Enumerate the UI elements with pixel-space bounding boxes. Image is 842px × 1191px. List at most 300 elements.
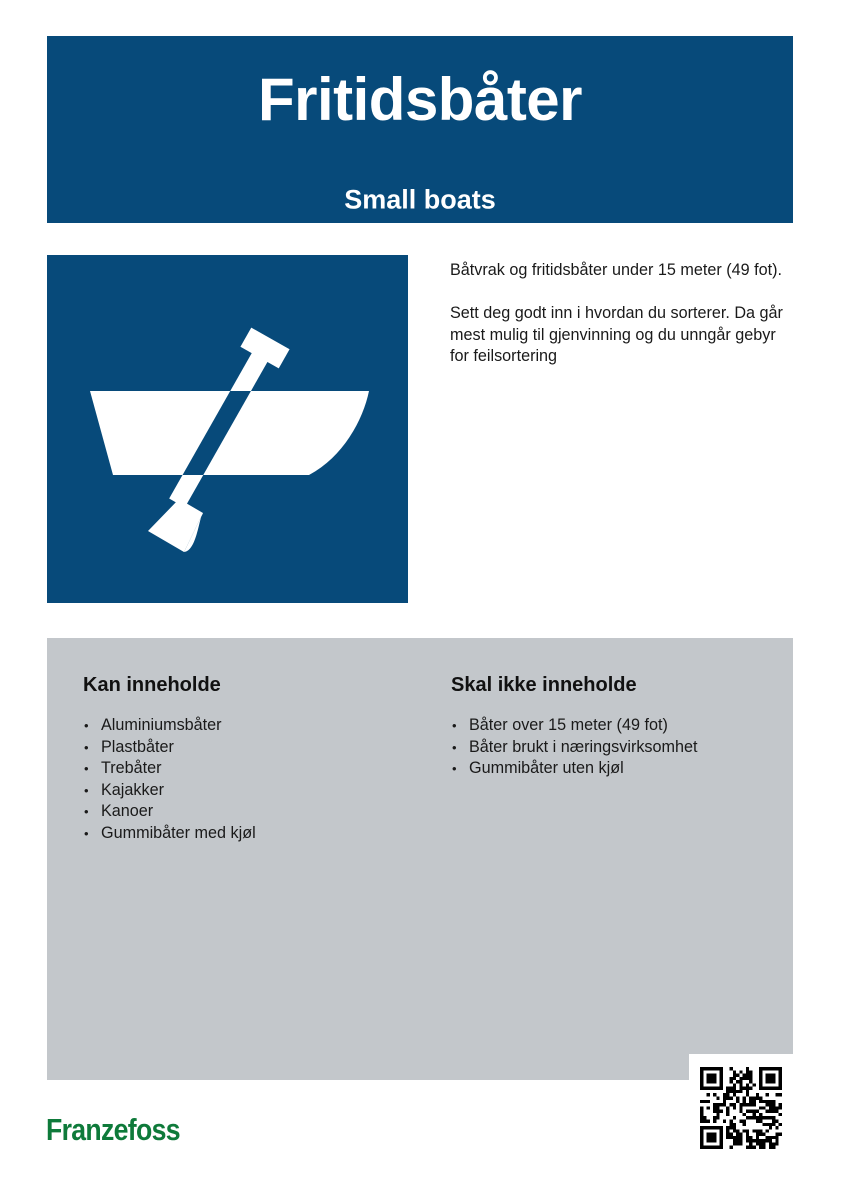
qr-module xyxy=(700,1080,703,1083)
page-subtitle: Small boats xyxy=(344,184,496,215)
qr-module xyxy=(720,1074,723,1077)
qr-module xyxy=(779,1123,782,1126)
qr-module xyxy=(749,1100,752,1103)
qr-module xyxy=(759,1116,762,1119)
qr-module xyxy=(730,1126,733,1129)
qr-module xyxy=(720,1070,723,1073)
qr-module xyxy=(707,1074,710,1077)
qr-module xyxy=(775,1087,778,1090)
qr-module xyxy=(710,1077,713,1080)
qr-module xyxy=(733,1126,736,1129)
qr-module xyxy=(736,1129,739,1132)
qr-module xyxy=(730,1097,733,1100)
qr-module xyxy=(707,1146,710,1149)
qr-module xyxy=(772,1103,775,1106)
qr-module xyxy=(759,1113,762,1116)
qr-module xyxy=(766,1136,769,1139)
qr-module xyxy=(769,1142,772,1145)
qr-module xyxy=(762,1106,765,1109)
qr-module xyxy=(779,1077,782,1080)
qr-module xyxy=(766,1074,769,1077)
qr-module xyxy=(713,1139,716,1142)
qr-module xyxy=(762,1067,765,1070)
qr-module xyxy=(772,1146,775,1149)
qr-module xyxy=(756,1093,759,1096)
qr-module xyxy=(769,1103,772,1106)
qr-module xyxy=(700,1146,703,1149)
qr-module xyxy=(716,1116,719,1119)
qr-module xyxy=(707,1139,710,1142)
list-item: • Kajakker xyxy=(83,780,413,802)
qr-module xyxy=(716,1103,719,1106)
qr-module xyxy=(730,1119,733,1122)
qr-module xyxy=(736,1133,739,1136)
qr-module xyxy=(733,1090,736,1093)
qr-module xyxy=(707,1106,710,1109)
qr-module xyxy=(772,1116,775,1119)
qr-module xyxy=(759,1067,762,1070)
list-item: • Plastbåter xyxy=(83,737,413,759)
qr-module xyxy=(700,1087,703,1090)
qr-module xyxy=(749,1087,752,1090)
qr-module xyxy=(736,1074,739,1077)
qr-module xyxy=(759,1133,762,1136)
qr-module xyxy=(726,1129,729,1132)
qr-module xyxy=(700,1070,703,1073)
qr-module xyxy=(723,1119,726,1122)
qr-module xyxy=(759,1142,762,1145)
qr-module xyxy=(710,1067,713,1070)
qr-module xyxy=(700,1116,703,1119)
qr-module xyxy=(710,1133,713,1136)
qr-module xyxy=(756,1097,759,1100)
qr-module xyxy=(769,1123,772,1126)
qr-module xyxy=(746,1077,749,1080)
qr-module xyxy=(743,1087,746,1090)
qr-module xyxy=(772,1077,775,1080)
qr-module xyxy=(713,1133,716,1136)
qr-module xyxy=(710,1146,713,1149)
qr-module xyxy=(762,1133,765,1136)
qr-module xyxy=(756,1116,759,1119)
qr-module xyxy=(752,1146,755,1149)
qr-module xyxy=(769,1087,772,1090)
qr-module xyxy=(779,1087,782,1090)
qr-module xyxy=(710,1136,713,1139)
qr-module xyxy=(762,1123,765,1126)
qr-module xyxy=(766,1100,769,1103)
qr-module xyxy=(772,1074,775,1077)
qr-module xyxy=(766,1129,769,1132)
qr-module xyxy=(726,1133,729,1136)
qr-module xyxy=(703,1067,706,1070)
qr-module xyxy=(726,1113,729,1116)
franzefoss-logo: Franzefoss xyxy=(46,1112,180,1147)
qr-module xyxy=(775,1093,778,1096)
qr-module xyxy=(749,1074,752,1077)
qr-module xyxy=(766,1067,769,1070)
qr-module xyxy=(743,1097,746,1100)
qr-module xyxy=(746,1136,749,1139)
qr-module xyxy=(752,1103,755,1106)
qr-module xyxy=(733,1074,736,1077)
qr-module xyxy=(756,1119,759,1122)
qr-module xyxy=(746,1129,749,1132)
qr-module xyxy=(736,1142,739,1145)
qr-module xyxy=(779,1093,782,1096)
qr-module xyxy=(710,1080,713,1083)
qr-module xyxy=(707,1067,710,1070)
qr-module xyxy=(746,1116,749,1119)
qr-module xyxy=(752,1139,755,1142)
qr-module xyxy=(769,1080,772,1083)
qr-module xyxy=(772,1142,775,1145)
qr-module xyxy=(736,1100,739,1103)
qr-module xyxy=(716,1110,719,1113)
qr-module xyxy=(766,1139,769,1142)
qr-module xyxy=(707,1077,710,1080)
qr-module xyxy=(762,1142,765,1145)
qr-module xyxy=(752,1097,755,1100)
bullet: • xyxy=(84,739,89,755)
qr-module xyxy=(710,1139,713,1142)
qr-module xyxy=(733,1077,736,1080)
qr-module xyxy=(775,1126,778,1129)
qr-module xyxy=(707,1126,710,1129)
qr-module xyxy=(779,1067,782,1070)
bullet: • xyxy=(452,718,457,733)
qr-module xyxy=(769,1146,772,1149)
qr-module xyxy=(772,1110,775,1113)
qr-module xyxy=(739,1119,742,1122)
qr-module xyxy=(743,1103,746,1106)
qr-module xyxy=(775,1119,778,1122)
qr-module xyxy=(749,1146,752,1149)
qr-module xyxy=(779,1113,782,1116)
qr-module xyxy=(700,1077,703,1080)
qr-module xyxy=(762,1146,765,1149)
qr-module xyxy=(700,1100,703,1103)
qr-module xyxy=(746,1087,749,1090)
qr-module xyxy=(716,1067,719,1070)
qr-module xyxy=(730,1123,733,1126)
qr-module xyxy=(756,1110,759,1113)
qr-module xyxy=(749,1080,752,1083)
qr-module xyxy=(739,1080,742,1083)
qr-module xyxy=(726,1087,729,1090)
qr-module xyxy=(766,1110,769,1113)
qr-module xyxy=(730,1146,733,1149)
qr-module xyxy=(733,1136,736,1139)
qr-module xyxy=(775,1136,778,1139)
qr-module xyxy=(779,1106,782,1109)
qr-module xyxy=(726,1097,729,1100)
qr-module xyxy=(756,1142,759,1145)
qr-module xyxy=(762,1116,765,1119)
qr-module xyxy=(779,1070,782,1073)
qr-module xyxy=(707,1080,710,1083)
qr-module xyxy=(733,1083,736,1086)
qr-module xyxy=(716,1146,719,1149)
qr-module xyxy=(713,1126,716,1129)
bullet: • xyxy=(84,761,89,777)
list-item: • Gummibåter uten kjøl xyxy=(451,758,781,780)
qr-module xyxy=(713,1087,716,1090)
qr-module xyxy=(772,1136,775,1139)
bullet: • xyxy=(84,804,89,820)
qr-module xyxy=(759,1077,762,1080)
qr-module xyxy=(746,1093,749,1096)
qr-module xyxy=(736,1090,739,1093)
bullet: • xyxy=(452,739,457,755)
qr-module xyxy=(746,1070,749,1073)
bullet: • xyxy=(84,718,89,733)
qr-module xyxy=(739,1083,742,1086)
qr-module xyxy=(752,1083,755,1086)
qr-module xyxy=(743,1119,746,1122)
description-paragraph: Sett deg godt inn i hvordan du sorterer. Da går mest mulig til gjenvinning og du unngår gebyr for feilsortering xyxy=(450,304,783,365)
qr-module xyxy=(759,1070,762,1073)
list-item: • Båter brukt i næringsvirksomhet xyxy=(451,737,781,759)
list-item: • Aluminiumsbåter xyxy=(83,715,413,737)
qr-module xyxy=(746,1110,749,1113)
qr-module xyxy=(769,1139,772,1142)
qr-module xyxy=(736,1136,739,1139)
qr-module xyxy=(730,1067,733,1070)
qr-module xyxy=(733,1116,736,1119)
qr-module xyxy=(730,1103,733,1106)
qr-module xyxy=(707,1133,710,1136)
qr-module xyxy=(759,1129,762,1132)
qr-module xyxy=(749,1142,752,1145)
qr-module xyxy=(759,1083,762,1086)
qr-module xyxy=(772,1080,775,1083)
qr-module xyxy=(743,1074,746,1077)
qr-code-icon xyxy=(700,1067,782,1149)
qr-module xyxy=(703,1087,706,1090)
qr-module xyxy=(746,1074,749,1077)
cannot-contain-heading: Skal ikke inneholde xyxy=(451,674,637,696)
qr-module xyxy=(779,1083,782,1086)
qr-module xyxy=(733,1103,736,1106)
qr-module xyxy=(739,1106,742,1109)
qr-module xyxy=(766,1103,769,1106)
qr-module xyxy=(756,1136,759,1139)
qr-module xyxy=(739,1087,742,1090)
qr-module xyxy=(733,1106,736,1109)
qr-module xyxy=(730,1080,733,1083)
qr-module xyxy=(766,1093,769,1096)
list-item: • Båter over 15 meter (49 fot) xyxy=(451,715,781,737)
qr-module xyxy=(739,1142,742,1145)
qr-module xyxy=(762,1087,765,1090)
qr-module xyxy=(733,1087,736,1090)
qr-module xyxy=(703,1116,706,1119)
qr-module xyxy=(739,1077,742,1080)
qr-module xyxy=(746,1103,749,1106)
qr-module xyxy=(743,1077,746,1080)
pictogram-box xyxy=(47,255,408,603)
qr-module xyxy=(720,1129,723,1132)
bullet: • xyxy=(452,761,457,777)
qr-module xyxy=(730,1077,733,1080)
qr-module xyxy=(769,1126,772,1129)
qr-module xyxy=(749,1097,752,1100)
qr-module xyxy=(749,1110,752,1113)
qr-module xyxy=(769,1074,772,1077)
page-title: Fritidsbåter xyxy=(257,66,583,133)
qr-module xyxy=(716,1087,719,1090)
qr-module xyxy=(726,1136,729,1139)
qr-module xyxy=(700,1083,703,1086)
qr-module xyxy=(723,1103,726,1106)
qr-code[interactable] xyxy=(689,1054,793,1158)
qr-module xyxy=(766,1116,769,1119)
qr-module xyxy=(743,1113,746,1116)
qr-module xyxy=(720,1133,723,1136)
cannot-contain-column xyxy=(451,672,781,780)
qr-module xyxy=(752,1116,755,1119)
qr-module xyxy=(749,1139,752,1142)
qr-module xyxy=(769,1067,772,1070)
qr-module xyxy=(710,1126,713,1129)
qr-module xyxy=(759,1080,762,1083)
qr-module xyxy=(756,1139,759,1142)
qr-module xyxy=(707,1119,710,1122)
qr-module xyxy=(749,1077,752,1080)
qr-module xyxy=(703,1146,706,1149)
qr-module xyxy=(703,1119,706,1122)
qr-module xyxy=(759,1106,762,1109)
description xyxy=(450,260,795,389)
can-contain-heading: Kan inneholde xyxy=(83,674,221,696)
qr-module xyxy=(752,1113,755,1116)
cannot-contain-list xyxy=(451,715,781,780)
qr-module xyxy=(723,1100,726,1103)
qr-module xyxy=(739,1103,742,1106)
qr-module xyxy=(739,1090,742,1093)
qr-module xyxy=(733,1139,736,1142)
qr-module xyxy=(733,1070,736,1073)
qr-module xyxy=(769,1110,772,1113)
qr-module xyxy=(716,1113,719,1116)
qr-module xyxy=(743,1100,746,1103)
qr-module xyxy=(700,1106,703,1109)
qr-module xyxy=(726,1126,729,1129)
qr-module xyxy=(720,1067,723,1070)
description-paragraph: Båtvrak og fritidsbåter under 15 meter (49 fot). xyxy=(450,261,783,279)
qr-module xyxy=(772,1100,775,1103)
qr-module xyxy=(752,1110,755,1113)
qr-module xyxy=(779,1133,782,1136)
qr-module xyxy=(716,1106,719,1109)
qr-module xyxy=(707,1087,710,1090)
qr-module xyxy=(739,1139,742,1142)
qr-module xyxy=(772,1087,775,1090)
qr-module xyxy=(710,1087,713,1090)
qr-module xyxy=(726,1106,729,1109)
can-contain-list xyxy=(83,715,413,845)
qr-module xyxy=(720,1136,723,1139)
qr-module xyxy=(713,1067,716,1070)
qr-module xyxy=(700,1129,703,1132)
qr-module xyxy=(730,1136,733,1139)
qr-module xyxy=(752,1129,755,1132)
qr-module xyxy=(739,1110,742,1113)
qr-module xyxy=(713,1103,716,1106)
qr-module xyxy=(749,1103,752,1106)
qr-module xyxy=(766,1077,769,1080)
qr-module xyxy=(772,1123,775,1126)
qr-module xyxy=(779,1080,782,1083)
qr-module xyxy=(700,1067,703,1070)
qr-module xyxy=(775,1067,778,1070)
qr-module xyxy=(713,1116,716,1119)
qr-module xyxy=(733,1093,736,1096)
qr-module xyxy=(733,1123,736,1126)
qr-module xyxy=(700,1074,703,1077)
qr-module xyxy=(756,1129,759,1132)
qr-module xyxy=(769,1077,772,1080)
qr-module xyxy=(726,1090,729,1093)
qr-module xyxy=(707,1100,710,1103)
qr-module xyxy=(743,1129,746,1132)
qr-module xyxy=(730,1133,733,1136)
qr-module xyxy=(720,1139,723,1142)
qr-module xyxy=(749,1116,752,1119)
qr-module xyxy=(713,1093,716,1096)
qr-module xyxy=(779,1074,782,1077)
qr-module xyxy=(700,1133,703,1136)
qr-module xyxy=(769,1106,772,1109)
qr-module xyxy=(720,1146,723,1149)
qr-module xyxy=(739,1070,742,1073)
header-banner xyxy=(47,36,793,223)
qr-module xyxy=(759,1100,762,1103)
qr-module xyxy=(775,1106,778,1109)
qr-module xyxy=(766,1080,769,1083)
qr-module xyxy=(703,1100,706,1103)
qr-module xyxy=(733,1142,736,1145)
qr-module xyxy=(759,1119,762,1122)
qr-module xyxy=(700,1126,703,1129)
qr-module xyxy=(749,1070,752,1073)
qr-module xyxy=(726,1110,729,1113)
qr-module xyxy=(730,1090,733,1093)
qr-module xyxy=(779,1103,782,1106)
qr-module xyxy=(713,1136,716,1139)
qr-module xyxy=(746,1146,749,1149)
qr-module xyxy=(700,1139,703,1142)
qr-module xyxy=(752,1100,755,1103)
qr-module xyxy=(720,1142,723,1145)
qr-module xyxy=(769,1116,772,1119)
qr-module xyxy=(703,1126,706,1129)
bullet: • xyxy=(84,782,89,798)
qr-module xyxy=(772,1119,775,1122)
qr-module xyxy=(775,1142,778,1145)
qr-module xyxy=(720,1083,723,1086)
qr-module xyxy=(700,1142,703,1145)
qr-module xyxy=(700,1110,703,1113)
qr-module xyxy=(746,1133,749,1136)
qr-module xyxy=(720,1087,723,1090)
qr-module xyxy=(720,1080,723,1083)
qr-module xyxy=(700,1113,703,1116)
qr-module xyxy=(746,1083,749,1086)
qr-module xyxy=(733,1129,736,1132)
list-item: • Gummibåter med kjøl xyxy=(83,823,413,845)
